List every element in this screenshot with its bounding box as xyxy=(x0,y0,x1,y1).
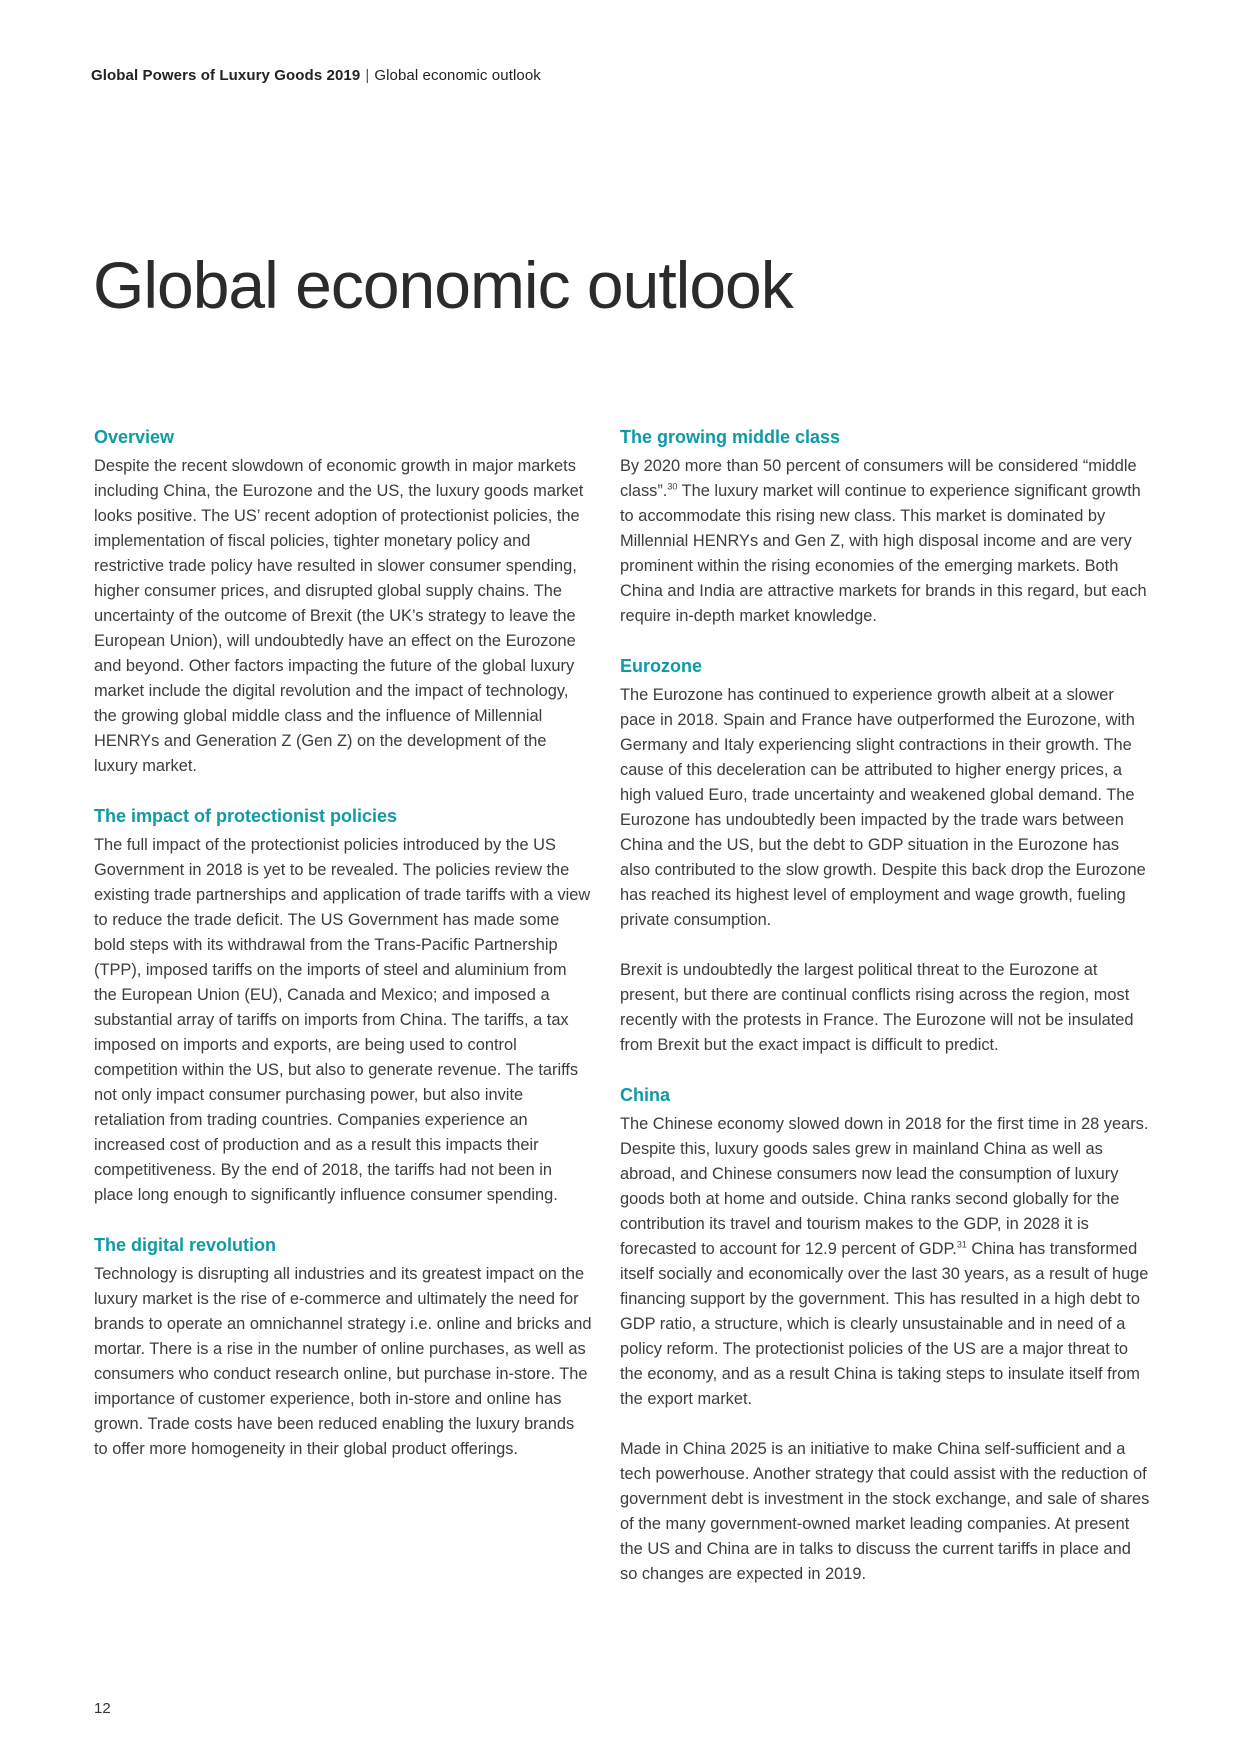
middle-class-text xyxy=(620,454,1152,629)
header-separator: | xyxy=(365,67,370,84)
china-text-1b: China has transformed itself socially and economically over the last 30 years, as a result of huge financing support by the government. This has resulted in a high debt to GDP ratio, a structure, which is clearly unsustainable and in need of a policy reform. The protectionist policies of the US are a major threat to the economy, and as a result China is taking steps to insulate itself from the export market. xyxy=(620,1240,1149,1408)
middle-class-text-a: By 2020 more than 50 percent of consumers will be considered “middle class”. xyxy=(620,457,1137,500)
china-text-1 xyxy=(620,1112,1152,1412)
running-header xyxy=(91,67,541,84)
eurozone-text-1: The Eurozone has continued to experience growth albeit at a slower pace in 2018. Spain and France have outperformed the Eurozone, with Germany and Italy experiencing slight contractions in their growth. The cause of this deceleration can be attributed to higher energy prices, a high valued Euro, trade uncertainty and weakened global demand. The Eurozone has undoubtedly been impacted by the trade wars between China and the US, but the debt to GDP situation in the Eurozone has also contributed to the slow growth. Despite this back drop the Eurozone has reached its highest level of employment and wage growth, fueling private consumption. xyxy=(620,686,1146,929)
china-text-2: Made in China 2025 is an initiative to make China self-sufficient and a tech powerhouse. Another strategy that could assist with the reduction of government debt is investment in the stock exchange, and sale of shares of the many government-owned market leading companies. At present the US and China are in talks to discuss the current tariffs in place and so changes are expected in 2019. xyxy=(620,1440,1150,1583)
right-column xyxy=(620,425,1152,1612)
protectionist-text: The full impact of the protectionist policies introduced by the US Government in 2018 is yet to be revealed. The policies review the existing trade partnerships and application of trade tariffs with a view to reduce the trade deficit. The US Government has made some bold steps with its withdrawal from the Trans-Pacific Partnership (TPP), imposed tariffs on the imports of steel and aluminium from the European Union (EU), Canada and Mexico; and imposed a substantial array of tariffs on imports from China. The tariffs, a tax imposed on imports and exports, are being used to control competition within the US, but also to generate revenue. The tariffs not only impact consumer purchasing power, but also invite retaliation from trading countries. Companies experience an increased cost of production and as a result this impacts their competitiveness. By the end of 2018, the tariffs had not been in place long enough to significantly influence consumer spending. xyxy=(94,836,591,1204)
middle-class-heading: The growing middle class xyxy=(620,427,841,447)
overview-text: Despite the recent slowdown of economic growth in major markets including China, the Eurozone and the US, the luxury goods market looks positive. The US’ recent adoption of protectionist policies, the implementation of fiscal policies, tighter monetary policy and restrictive trade policy have resulted in slower consumer spending, higher consumer prices, and disrupted global supply chains. The uncertainty of the outcome of Brexit (the UK’s strategy to leave the European Union), will undoubtedly have an effect on the Eurozone and beyond. Other factors impacting the future of the global luxury market include the digital revolution and the impact of technology, the growing global middle class and the influence of Millennial HENRYs and Generation Z (Gen Z) on the development of the luxury market. xyxy=(94,457,584,775)
page-title: Global economic outlook xyxy=(93,248,793,322)
footnote-ref-31: 31 xyxy=(956,1239,967,1250)
china-text-1a: The Chinese economy slowed down in 2018 for the first time in 28 years. Despite this, luxury goods sales grew in mainland China as well as abroad, and Chinese consumers now lead the consumption of luxury goods both at home and outside. China ranks second globally for the contribution its travel and tourism makes to the GDP, in 2028 it is forecasted to account for 12.9 percent of GDP. xyxy=(620,1115,1149,1258)
eurozone-text-2: Brexit is undoubtedly the largest political threat to the Eurozone at present, but there are continual conflicts rising across the region, most recently with the protests in France. The Eurozone will not be insulated from Brexit but the exact impact is difficult to predict. xyxy=(620,961,1134,1054)
digital-text: Technology is disrupting all industries and its greatest impact on the luxury market is the rise of e-commerce and ultimately the need for brands to operate an omnichannel strategy i.e. online and bricks and mortar. There is a rise in the number of online purchases, as well as consumers who conduct research online, but purchase in-store. The importance of customer experience, both in-store and online has grown. Trade costs have been reduced enabling the luxury brands to offer more homogeneity in their global product offerings. xyxy=(94,1265,592,1458)
eurozone-heading: Eurozone xyxy=(620,656,703,676)
page-number: 12 xyxy=(94,1700,111,1717)
left-column xyxy=(94,425,592,1487)
overview-heading: Overview xyxy=(94,427,175,447)
protectionist-heading: The impact of protectionist policies xyxy=(94,806,398,826)
header-section: Global economic outlook xyxy=(374,67,541,84)
footnote-ref-30: 30 xyxy=(667,481,678,492)
middle-class-text-b: The luxury market will continue to experience significant growth to accommodate this rising new class. This market is dominated by Millennial HENRYs and Gen Z, with high disposal income and are very prominent within the rising economies of the emerging markets. Both China and India are attractive markets for brands in this regard, but each require in-depth market knowledge. xyxy=(620,482,1147,625)
china-heading: China xyxy=(620,1085,671,1105)
digital-heading: The digital revolution xyxy=(94,1235,277,1255)
report-title: Global Powers of Luxury Goods 2019 xyxy=(91,67,361,84)
